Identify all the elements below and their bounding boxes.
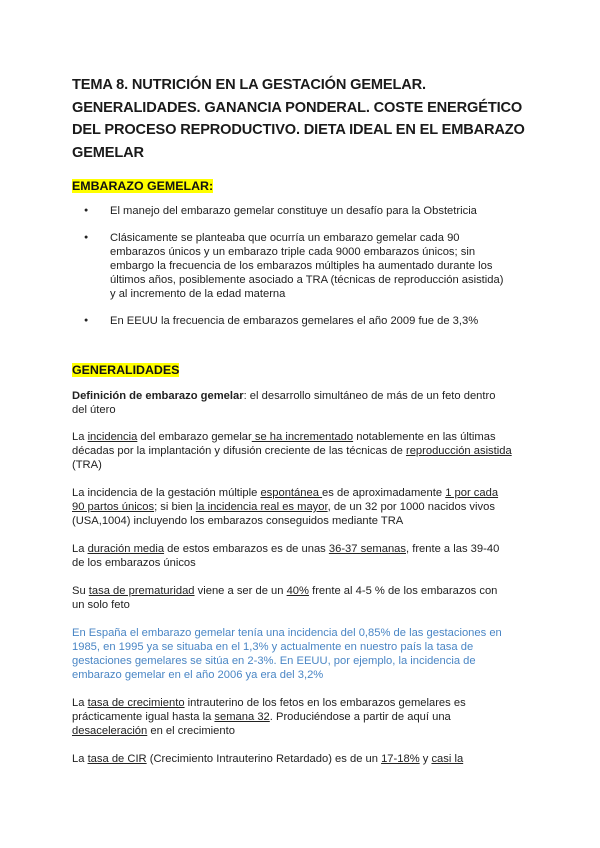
paragraph-prematuridad bbox=[72, 584, 512, 612]
document-title: TEMA 8. NUTRICIÓN EN LA GESTACIÓN GEMELAR. GENERALIDADES. GANANCIA PONDERAL. COSTE ENERGÉTICO DEL PROCESO REPRODUCTIVO. DIETA IDEAL EN EL EMBARAZO GEMELAR bbox=[72, 77, 525, 161]
paragraph-text: La bbox=[72, 697, 88, 709]
section-heading-generalidades bbox=[72, 361, 179, 379]
paragraph-text: de estos embarazos es de unas bbox=[164, 543, 329, 555]
underlined-text: espontánea bbox=[260, 487, 323, 499]
paragraph-text: ; si bien bbox=[154, 501, 196, 513]
list-item: ● El manejo del embarazo gemelar constituye un desafío para la Obstetricia bbox=[72, 204, 512, 218]
paragraph-crecimiento bbox=[72, 696, 512, 738]
underlined-text: 36-37 semanas bbox=[328, 543, 406, 555]
underlined-text: semana 32 bbox=[214, 711, 270, 723]
definition-term: Definición de embarazo gemelar bbox=[72, 390, 244, 402]
paragraph-text: , de un 32 por 1000 nacidos vivos (USA,1004) incluyendo los embarazos conseguidos mediante TRA bbox=[72, 501, 495, 527]
paragraph-text: frente al 4-5 % de los embarazos con un solo feto bbox=[72, 585, 498, 611]
paragraph-text: es de aproximadamente bbox=[322, 487, 446, 499]
paragraph-cir bbox=[72, 752, 512, 766]
list-item: ● En EEUU la frecuencia de embarazos gemelares el año 2009 fue de 3,3% bbox=[72, 314, 512, 328]
list-item: ● Clásicamente se planteaba que ocurría un embarazo gemelar cada 90 embarazos únicos y un embarazo triple cada 9000 embarazos únicos; sin embargo la frecuencia de los embarazos múltiples ha aumentado durante los últimos años, posiblemente asociado a TRA (técnicas de reproducción asistida) y al incremento de la edad materna bbox=[72, 231, 512, 301]
paragraph-text: . Produciéndose a partir de aquí una bbox=[269, 711, 451, 723]
paragraph-text: (TRA) bbox=[72, 459, 102, 471]
underlined-text: desaceleración bbox=[72, 725, 148, 737]
paragraph-text: La incidencia de la gestación múltiple bbox=[72, 487, 261, 499]
paragraph-gestacion-multiple bbox=[72, 486, 512, 528]
paragraph-text: en el crecimiento bbox=[147, 725, 235, 737]
paragraph-duracion bbox=[72, 542, 512, 570]
underlined-text: duración media bbox=[87, 543, 165, 555]
underlined-text: incidencia bbox=[87, 431, 138, 443]
paragraph-text: La bbox=[72, 431, 88, 443]
underlined-text: 1 por cada 90 partos únicos bbox=[72, 487, 499, 513]
underlined-text: la incidencia real es mayor bbox=[195, 501, 328, 513]
underlined-text: tasa de prematuridad bbox=[88, 585, 195, 597]
paragraph-incidencia bbox=[72, 430, 512, 472]
paragraph-text: notablemente en las últimas décadas por la implantación y difusión creciente de las técnicas de bbox=[72, 431, 496, 457]
underlined-text: casi la bbox=[431, 753, 464, 765]
underlined-text: tasa de crecimiento bbox=[87, 697, 185, 709]
underlined-text: 17-18% bbox=[381, 753, 420, 765]
paragraph-text: viene a ser de un bbox=[194, 585, 287, 597]
paragraph-text: La bbox=[72, 543, 88, 555]
bullet-list bbox=[72, 204, 512, 341]
paragraph-text: Su bbox=[72, 585, 89, 597]
paragraph-text: intrauterino de los fetos en los embarazos gemelares es prácticamente igual hasta la bbox=[72, 697, 466, 723]
highlighted-heading: GENERALIDADES bbox=[72, 363, 180, 377]
paragraph-text: : el desarrollo simultáneo de más de un feto dentro del útero bbox=[72, 390, 496, 416]
paragraph-text: y bbox=[419, 753, 432, 765]
paragraph-espana: En España el embarazo gemelar tenía una incidencia del 0,85% de las gestaciones en 1985, en 1995 ya se situaba en el 1,3% y actualmente en nuestro país la tasa de gestaciones gemelares se sitúa en 2-3%. En EEUU, por ejemplo, la incidencia de embarazo gemelar en el año 2006 ya era del 3,2% bbox=[72, 627, 502, 681]
underlined-text: reproducción asistida bbox=[405, 445, 512, 457]
paragraph-text: , frente a las 39-40 de los embarazos únicos bbox=[72, 543, 500, 569]
paragraph-text: La bbox=[72, 753, 88, 765]
underlined-text: se ha incrementado bbox=[251, 431, 354, 443]
underlined-text: tasa de CIR bbox=[87, 753, 147, 765]
underlined-text: 40% bbox=[286, 585, 309, 597]
paragraph-text: del embarazo gemelar bbox=[137, 431, 252, 443]
highlighted-heading: EMBARAZO GEMELAR: bbox=[72, 179, 214, 193]
paragraph-text: (Crecimiento Intrauterino Retardado) es de un bbox=[146, 753, 382, 765]
section-heading-embarazo-gemelar bbox=[72, 177, 213, 195]
paragraph-definition bbox=[72, 389, 512, 417]
